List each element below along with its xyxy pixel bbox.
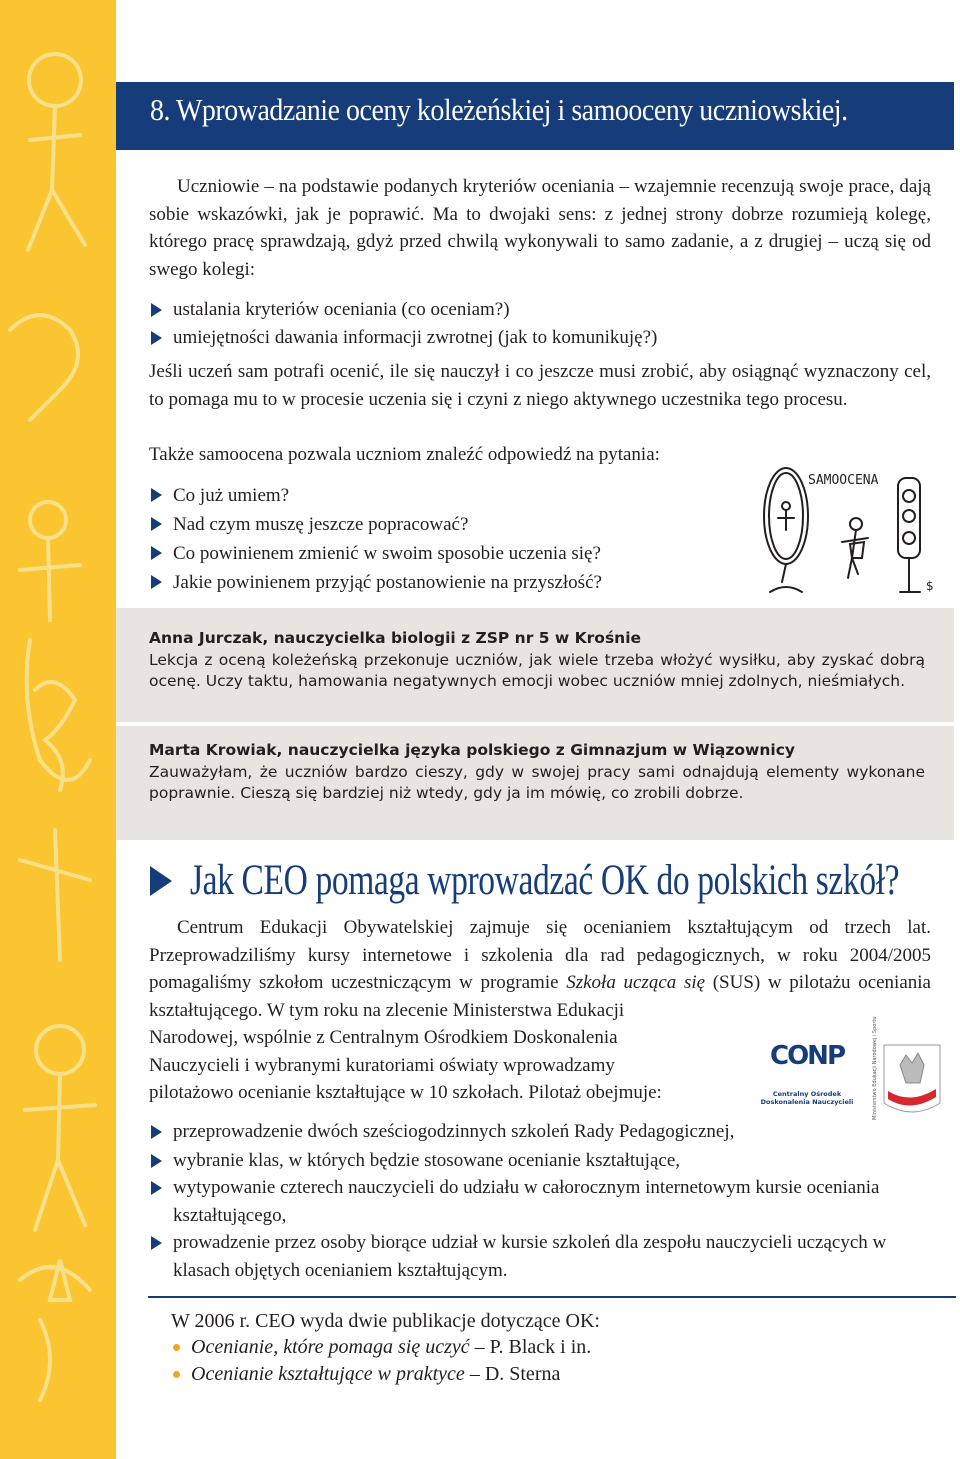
section2-title: Jak CEO pomaga wprowadzać OK do polskich szkół? — [190, 857, 900, 904]
samoocena-sketch-illustration — [752, 458, 952, 602]
questions-list — [149, 481, 749, 597]
doodle-figures-illustration — [0, 0, 116, 1459]
list-item: prowadzenie przez osoby biorące udział w kursie szkoleń dla zespołu nauczycieli uczących w klasach objętych ocenianiem kształtującym. — [149, 1229, 909, 1284]
pilot-list — [149, 1118, 909, 1284]
list-item: Co powinienem zmienić w swoim sposobie uczenia się? — [149, 539, 749, 568]
ceo-paragraph-continued: Narodowej, wspólnie z Centralnym Ośrodkiem Doskonalenia Nauczycieli i wybranymi kuratoriami oświaty wprowadzamy pilotażowo ocenianie kształtujące w 10 szkołach. Pilotaż obejmuje: — [149, 1027, 662, 1103]
triangle-bullet-icon — [151, 303, 162, 317]
list-item: wybranie klas, w których będzie stosowane ocenianie kształtujące, — [149, 1147, 909, 1175]
list-item: Ocenianie, które pomaga się uczyć – P. Black i in. — [171, 1334, 591, 1361]
sketch-label: SAMOOCENA — [808, 473, 879, 488]
list-item: przeprowadzenie dwóch sześciogodzinnych szkoleń Rady Pedagogicznej, — [149, 1118, 909, 1146]
publications-list — [171, 1334, 591, 1388]
codn-logo — [760, 1030, 854, 1110]
svg-text:Centralny Ośrodek: Centralny Ośrodek — [772, 1090, 842, 1098]
heading-triangle-icon — [150, 866, 172, 896]
triangle-bullet-icon — [151, 575, 162, 589]
list-item: umiejętności dawania informacji zwrotnej (jak to komunikuję?) — [149, 324, 939, 352]
svg-text:Doskonalenia Nauczycieli: Doskonalenia Nauczycieli — [760, 1098, 854, 1106]
ministry-logo — [870, 1016, 950, 1125]
svg-text:Ministerstwo Edukacji Narodowe: Ministerstwo Edukacji Narodowej i Sportu — [872, 1016, 878, 1120]
list-item: ustalania kryteriów oceniania (co oceniam?) — [149, 296, 939, 324]
intro-paragraph: Uczniowie – na podstawie podanych kryteriów oceniania – wzajemnie recenzują swoje prace, dają sobie wskazówki, jak je poprawić. Ma to dwojaki sens: z jednej strony dobrze rozumieją kolegę, którego pracę sprawdzają, gdyż przed chwilą wykonywali to samo zadanie, a z drugiej – uczą się od swego kolegi: — [149, 176, 931, 280]
self-assessment-paragraph: Jeśli uczeń sam potrafi ocenić, ile się nauczył i co jeszcze musi zrobić, aby osiągnąć wyznaczony cel, to pomaga mu to w procesie uczenia się i czyni z niego aktywnego uczestnika tego procesu. — [149, 361, 931, 410]
list-item: Nad czym muszę jeszcze popracować? — [149, 510, 749, 539]
list-item: wytypowanie czterech nauczycieli do udziału w całorocznym internetowym kursie oceniania kształtującego, — [149, 1174, 909, 1229]
quote-box-jurczak — [116, 608, 954, 722]
triangle-bullet-icon — [151, 1154, 162, 1168]
quote-text: Lekcja z oceną koleżeńską przekonuje uczniów, jak wiele trzeba włożyć wysiłku, aby zyskać dobrą ocenę. Uczy taktu, hamowania negatywnych emocji wobec uczniów mniej zdolnych, nieśmiałych. — [149, 650, 925, 690]
publications-intro: W 2006 r. CEO wyda dwie publikacje dotyczące OK: — [171, 1310, 600, 1332]
quote-author: Marta Krowiak, nauczycielka języka polskiego z Gimnazjum w Wiązownicy — [149, 741, 796, 759]
triangle-bullet-icon — [151, 546, 162, 560]
triangle-bullet-icon — [151, 1125, 162, 1139]
triangle-bullet-icon — [151, 1181, 162, 1195]
list-item: Jakie powinienem przyjąć postanowienie na przyszłość? — [149, 568, 749, 597]
section-title: 8. Wprowadzanie oceny koleżeńskiej i samooceny uczniowskiej. — [150, 92, 848, 127]
ceo-paragraph: Centrum Edukacji Obywatelskiej zajmuje się ocenianiem kształtującym od trzech lat. Przeprowadziliśmy kursy internetowe i szkolenia dla rad pedagogicznych, w roku 2004/2005 pomagaliśmy szkołom uczestniczącym w programie Szkoła ucząca się (SUS) w pilotażu oceniania kształtującego. W tym roku na zlecenie Ministerstwa Edukacji — [149, 917, 931, 1021]
triangle-bullet-icon — [151, 488, 162, 502]
quote-text: Zauważyłam, że uczniów bardzo cieszy, gdy w swojej pracy sami odnajdują elementy wykonane poprawnie. Cieszą się bardziej niż wtedy, gdy ja im mówię, co zrobili dobrze. — [149, 762, 925, 802]
quote-box-krowiak — [116, 722, 954, 840]
list-item: Co już umiem? — [149, 481, 749, 510]
section-header-band — [116, 82, 954, 150]
intro-bullet-list — [149, 296, 939, 352]
triangle-bullet-icon — [151, 1236, 162, 1250]
triangle-bullet-icon — [151, 517, 162, 531]
divider-rule — [148, 1296, 956, 1298]
questions-intro: Także samoocena pozwala uczniom znaleźć odpowiedź na pytania: — [149, 444, 660, 465]
triangle-bullet-icon — [151, 331, 162, 345]
list-item: Ocenianie kształtujące w praktyce – D. Sterna — [171, 1361, 591, 1388]
svg-text:CONP: CONP — [770, 1041, 844, 1071]
decorative-sidebar — [0, 0, 116, 1459]
sketch-mark: $ — [926, 579, 934, 593]
quote-author: Anna Jurczak, nauczycielka biologii z ZSP nr 5 w Krośnie — [149, 629, 642, 647]
